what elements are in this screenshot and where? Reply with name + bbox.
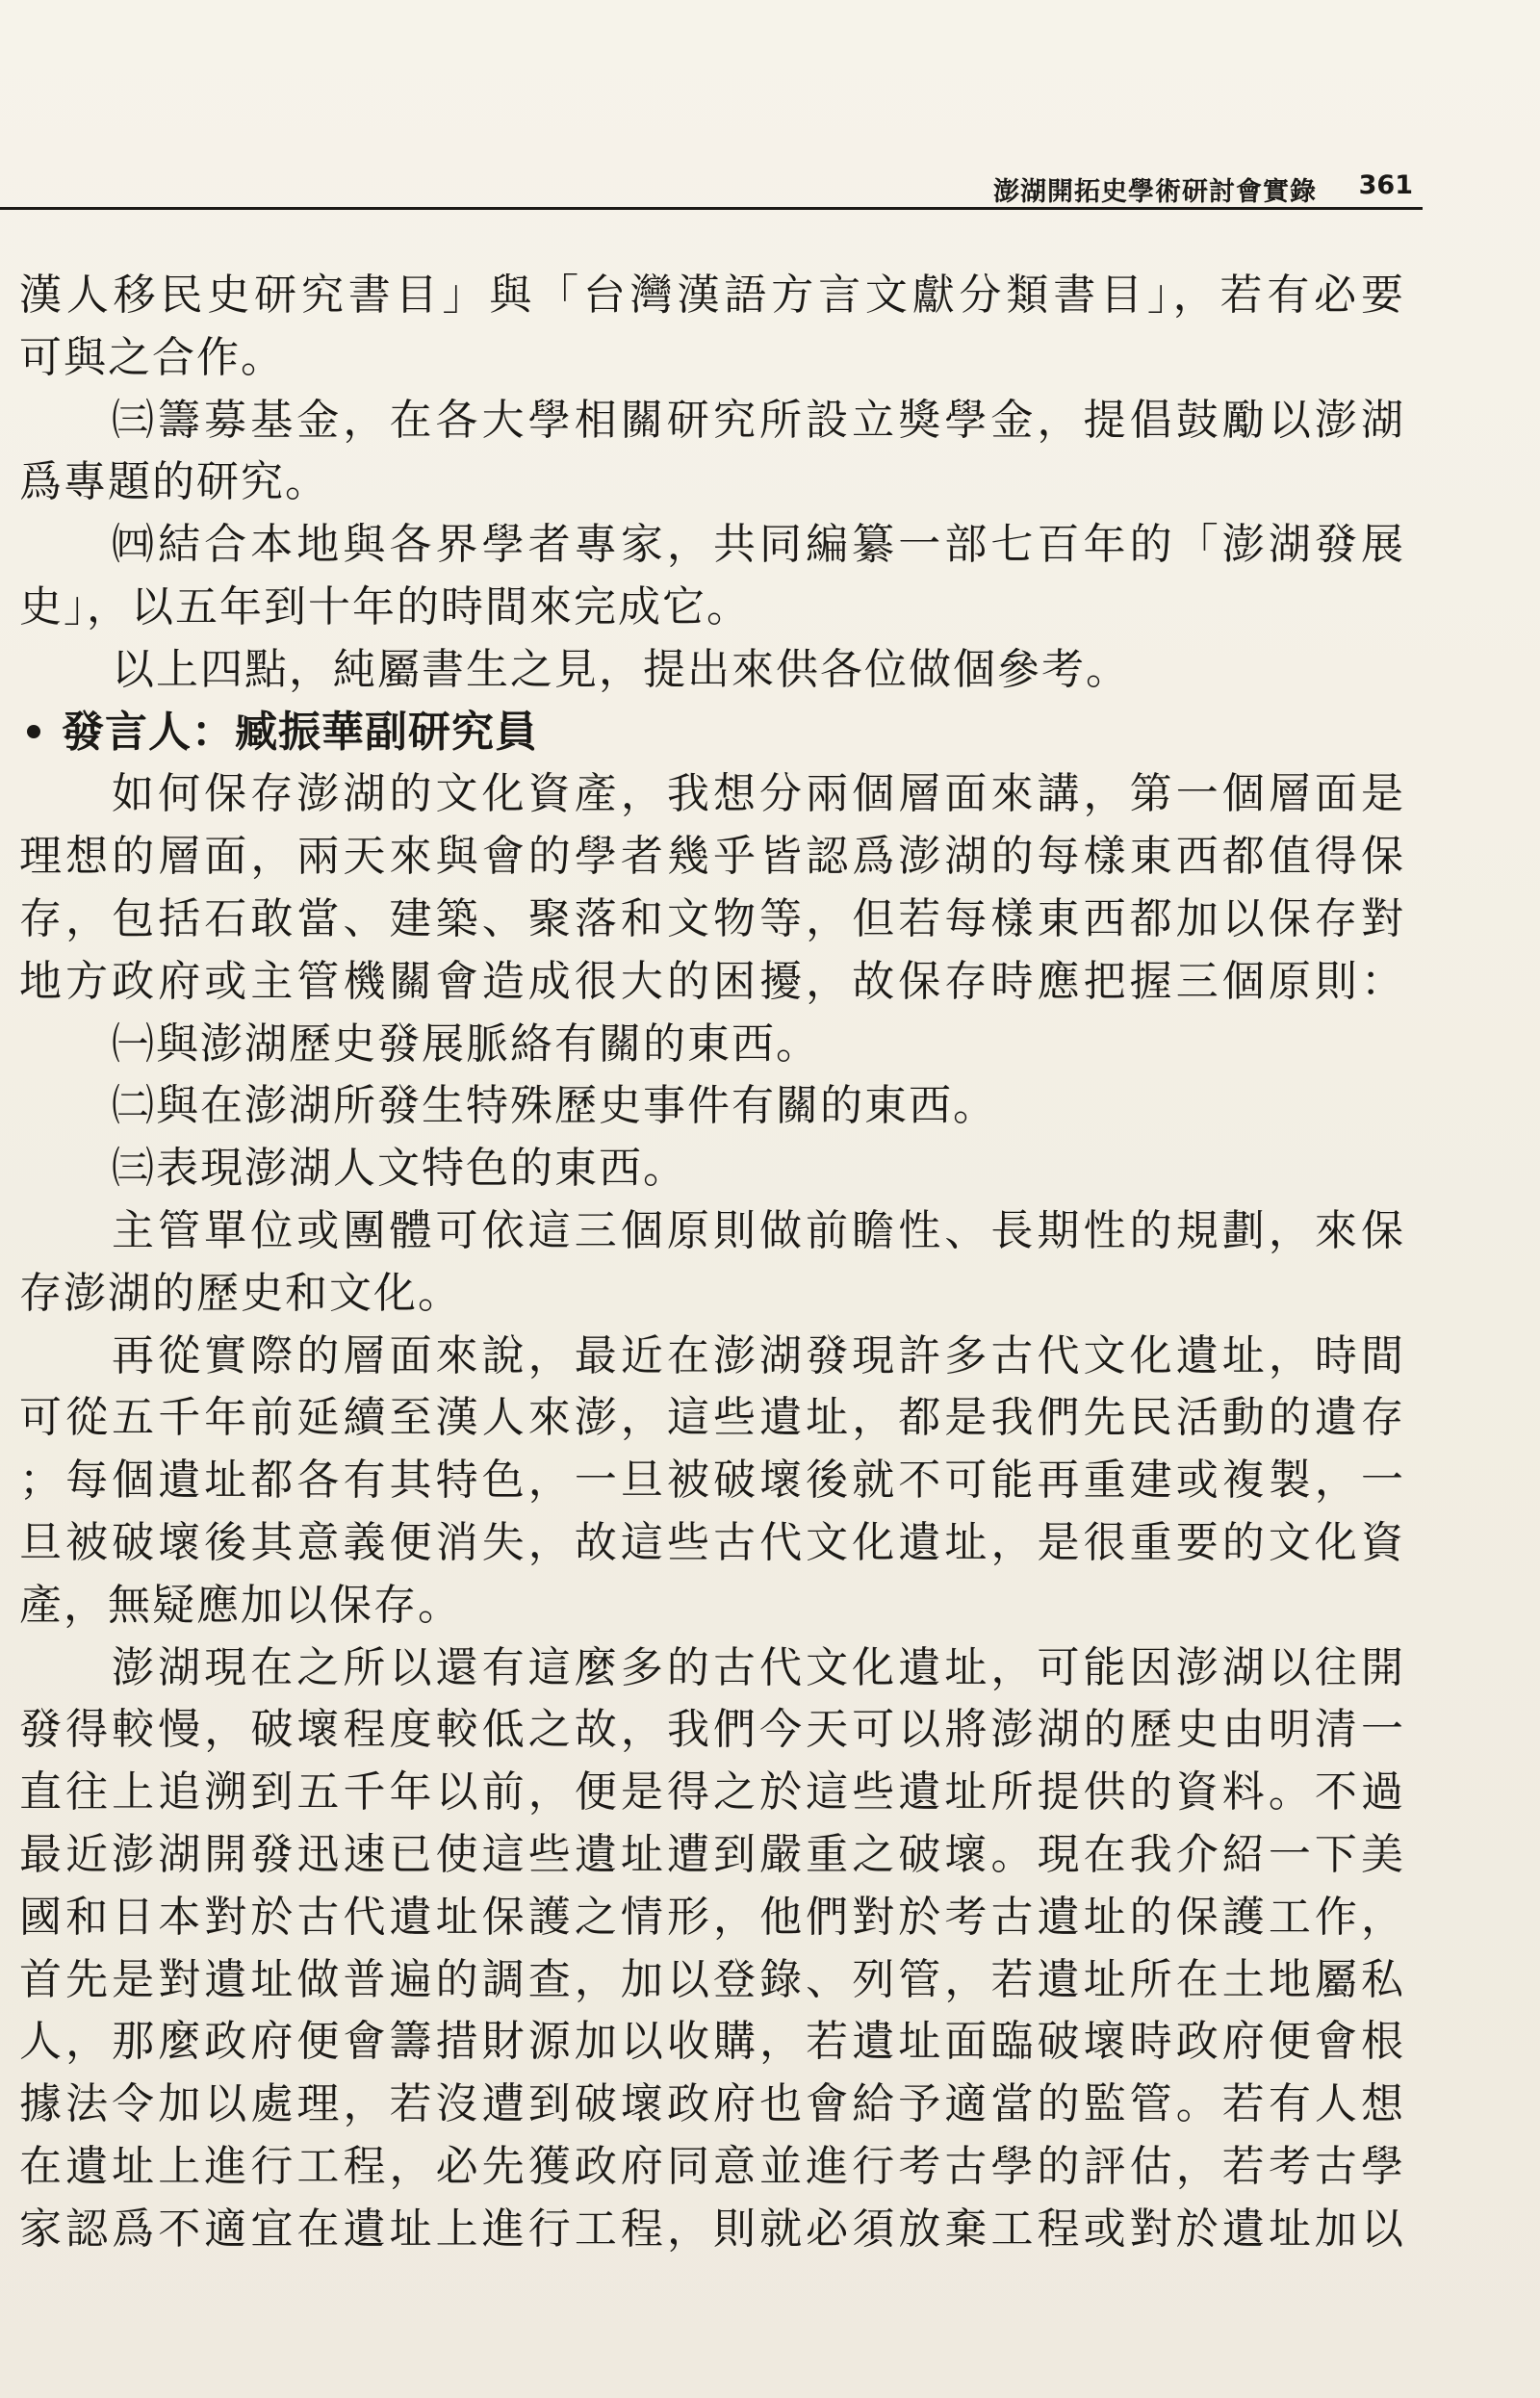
body-text: [19, 265, 1405, 2261]
running-header: [0, 159, 1423, 210]
list-item-1: ㈠與澎湖歷史發展脈絡有關的東西。: [112, 1019, 820, 1069]
text-line: 存澎湖的歷史和文化。: [19, 1268, 462, 1318]
paragraph-start: 澎湖現在之所以還有這麼多的古代文化遺址，可能因澎湖以往開: [112, 1642, 1405, 1692]
text-line: 地方政府或主管機關會造成很大的困擾，故保存時應把握三個原則：: [19, 956, 1405, 1006]
text-line: 在遺址上進行工程，必先獲政府同意並進行考古學的評估，若考古學: [19, 2141, 1405, 2191]
paragraph-start: 主管單位或團體可依這三個原則做前瞻性、長期性的規劃，來保: [112, 1205, 1405, 1255]
text-line: 可與之合作。: [19, 332, 285, 382]
paragraph-start: 如何保存澎湖的文化資產，我想分兩個層面來講，第一個層面是: [112, 769, 1405, 819]
text-line: 家認爲不適宜在遺址上進行工程，則就必須放棄工程或對於遺址加以: [19, 2204, 1405, 2254]
text-line: 漢人移民史研究書目」與「台灣漢語方言文獻分類書目」，若有必要: [19, 271, 1405, 320]
list-item-4: ㈣結合本地與各界學者專家，共同編纂一部七百年的「澎湖發展: [112, 520, 1405, 570]
text-line: 存，包括石敢當、建築、聚落和文物等，但若每樣東西都加以保存對: [19, 893, 1405, 943]
list-item-3: ㈢籌募基金，在各大學相關研究所設立獎學金，提倡鼓勵以澎湖: [112, 395, 1405, 445]
text-line: 產，無疑應加以保存。: [19, 1580, 462, 1630]
text-line: 國和日本對於古代遺址保護之情形，他們對於考古遺址的保護工作，: [19, 1892, 1405, 1942]
speaker-label: 發言人：臧振華副研究員: [62, 707, 538, 757]
text-line: 據法令加以處理，若沒遭到破壞政府也會給予適當的監管。若有人想: [19, 2079, 1405, 2129]
text-line: 人，那麼政府便會籌措財源加以收購，若遺址面臨破壞時政府便會根: [19, 2017, 1405, 2067]
bullet-icon: [27, 725, 40, 738]
speaker-heading: [19, 702, 1405, 764]
paragraph-start: 再從實際的層面來說，最近在澎湖發現許多古代文化遺址，時間: [112, 1330, 1405, 1380]
text-line: 直往上追溯到五千年以前，便是得之於這些遺址所提供的資料。不過: [19, 1767, 1405, 1818]
book-title: 澎湖開拓史學術研討會實錄: [993, 177, 1317, 207]
list-item-3: ㈢表現澎湖人文特色的東西。: [112, 1144, 687, 1194]
list-item-2: ㈡與在澎湖所發生特殊歷史事件有關的東西。: [112, 1081, 997, 1131]
text-line: 史」，以五年到十年的時間來完成它。: [19, 581, 751, 632]
text-line: 爲專題的研究。: [19, 457, 329, 507]
text-line: ；每個遺址都各有其特色，一旦被破壞後就不可能再重建或複製，一: [19, 1456, 1405, 1506]
text-line: 最近澎湖開發迅速已使這些遺址遭到嚴重之破壞。現在我介紹一下美: [19, 1829, 1405, 1879]
text-line: 理想的層面，兩天來與會的學者幾乎皆認爲澎湖的每樣東西都值得保: [19, 832, 1405, 882]
page-number: 361: [1358, 170, 1413, 200]
text-line: 發得較慢，破壞程度較低之故，我們今天可以將澎湖的歷史由明清一: [19, 1705, 1405, 1755]
text-line: 首先是對遺址做普遍的調查，加以登錄、列管，若遺址所在土地屬私: [19, 1954, 1405, 2004]
text-line: 旦被破壞後其意義便消失，故這些古代文化遺址，是很重要的文化資: [19, 1517, 1405, 1567]
paragraph-start: 以上四點，純屬書生之見，提出來供各位做個參考。: [112, 644, 1130, 694]
text-line: 可從五千年前延續至漢人來澎，這些遺址，都是我們先民活動的遺存: [19, 1393, 1405, 1443]
